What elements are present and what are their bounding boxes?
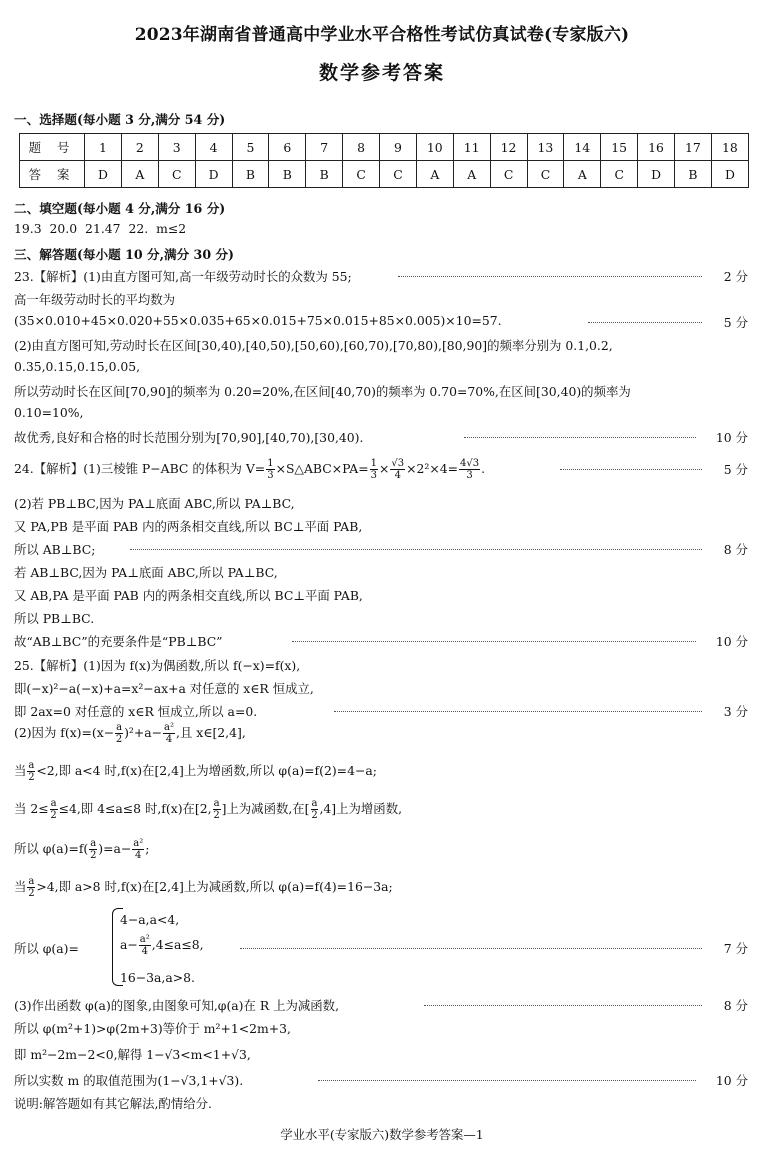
table-cell: 8	[343, 134, 380, 161]
table-cell: 15	[601, 134, 638, 161]
table-cell: B	[306, 161, 343, 188]
answer-line	[0, 428, 764, 450]
fraction-numerator: a	[213, 798, 220, 809]
line-text-part: )²+a−	[124, 725, 163, 740]
line-text: 所以 AB⊥BC;	[14, 542, 96, 557]
fill-in-answers: 19.3 20.0 21.47 22. m≤2	[14, 221, 187, 236]
fraction-denominator: 3	[370, 470, 378, 481]
line-text: 即 2ax=0 对任意的 x∈R 恒成立,所以 a=0.	[14, 704, 258, 719]
table-cell: 13	[527, 134, 564, 161]
score-label: 5 分	[723, 315, 748, 330]
line-text: 0.35,0.15,0.15,0.05,	[14, 359, 141, 374]
question-number-row	[20, 134, 749, 161]
line-text: (2)若 PB⊥BC,因为 PA⊥底面 ABC,所以 PA⊥BC,	[14, 496, 295, 511]
answer-line	[0, 586, 764, 608]
line-text-part: ,4]上为增函数,	[319, 801, 403, 816]
answer-line	[0, 458, 764, 488]
leader-dots	[292, 641, 696, 642]
answer-line	[0, 405, 764, 427]
answer-line	[0, 838, 764, 868]
row-label-number: 题 号	[20, 134, 85, 161]
line-text: 又 PA,PB 是平面 PAB 内的两条相交直线,所以 BC⊥平面 PAB,	[14, 519, 363, 534]
line-text: (35×0.010+45×0.020+55×0.035+65×0.015+75×0.015+85×0.005)×10=57.	[14, 313, 502, 328]
table-cell: D	[638, 161, 675, 188]
table-cell: 10	[416, 134, 453, 161]
answer-line	[0, 290, 764, 312]
line-text: 所以实数 m 的取值范围为(1−√3,1+√3).	[14, 1073, 244, 1088]
line-text: 高一年级劳动时长的平均数为	[14, 292, 176, 307]
section-3-heading: 三、解答题(每小题 10 分,满分 30 分)	[14, 247, 235, 262]
fraction	[132, 838, 144, 861]
line-text-part: ×S△ABC×PA=	[275, 461, 369, 476]
score-label: 8 分	[723, 998, 748, 1013]
leader-dots	[560, 469, 702, 470]
line-text: 即(−x)²−a(−x)+a=x²−ax+a 对任意的 x∈R 恒成立,	[14, 681, 314, 696]
line-text: 所以 φ(m²+1)>φ(2m+3)等价于 m²+1<2m+3,	[14, 1021, 291, 1036]
score-label: 5 分	[723, 462, 748, 477]
fraction	[370, 458, 378, 481]
table-cell: 3	[158, 134, 195, 161]
fraction	[390, 458, 405, 481]
piecewise-case-1: 4−a,a<4,	[120, 912, 180, 927]
fraction	[213, 798, 221, 821]
fraction-denominator: 2	[115, 734, 123, 745]
fraction-numerator: a	[50, 798, 57, 809]
fraction-numerator: 4√3	[460, 458, 480, 469]
table-cell: 14	[564, 134, 601, 161]
line-text: 故“AB⊥BC”的充要条件是“PB⊥BC”	[14, 634, 223, 649]
fraction-numerator: a	[28, 760, 35, 771]
line-text: 23.【解析】(1)由直方图可知,高一年级劳动时长的众数为 55;	[14, 269, 352, 284]
leader-dots	[334, 711, 702, 712]
leader-dots	[240, 948, 702, 949]
fraction-denominator: 2	[28, 772, 35, 783]
answer-line	[0, 494, 764, 516]
line-text-part: ,4≤a≤8,	[151, 937, 204, 952]
answer-line	[0, 1071, 764, 1093]
answer-line	[0, 760, 764, 790]
table-cell: C	[490, 161, 527, 188]
score-label: 10 分	[715, 430, 748, 445]
answer-line	[0, 798, 764, 828]
score-label: 8 分	[723, 542, 748, 557]
fraction-denominator: 4	[394, 470, 401, 481]
table-cell: C	[380, 161, 417, 188]
line-text: 24.【解析】(1)三棱锥 P−ABC 的体积为 V= $\frac{1}{3}$ ×S△ABC×PA= $\frac{1}{3}$ × $\frac{√3}{4}$ ×2²×4= $\frac{4√3}{3}$ .	[14, 458, 486, 481]
line-text-part: 当 2≤	[14, 801, 49, 816]
leader-dots	[424, 1005, 702, 1006]
fraction-denominator: 2	[50, 810, 57, 821]
line-text-part: 24.【解析】(1)三棱锥 P−ABC 的体积为 V=	[14, 461, 266, 476]
line-text-part: 当	[14, 763, 27, 778]
line-text-part: )=a−	[98, 841, 132, 856]
table-cell: B	[675, 161, 712, 188]
table-cell: 5	[232, 134, 269, 161]
fraction-numerator: a²	[133, 838, 144, 849]
line-text-part: <2,即 a<4 时,f(x)在[2,4]上为增函数,所以 φ(a)=f(2)=4−a;	[36, 763, 377, 778]
line-text-part: a−	[120, 937, 138, 952]
line-text: 故优秀,良好和合格的时长范围分别为[70,90],[40,70),[30,40).	[14, 430, 364, 445]
score-label: 3 分	[723, 704, 748, 719]
line-text: 0.10=10%,	[14, 405, 84, 420]
row-label-answer: 答 案	[20, 161, 85, 188]
fraction	[311, 798, 319, 821]
answer-line	[0, 267, 764, 289]
table-cell: 9	[380, 134, 417, 161]
line-text: 25.【解析】(1)因为 f(x)为偶函数,所以 f(−x)=f(x),	[14, 658, 301, 673]
answer-line	[0, 540, 764, 562]
table-cell: C	[343, 161, 380, 188]
answer-line	[0, 1045, 764, 1067]
fraction	[27, 760, 35, 783]
line-text-part: 当	[14, 879, 27, 894]
score-label: 10 分	[715, 1073, 748, 1088]
table-cell: 6	[269, 134, 306, 161]
line-text-part: ×2²×4=	[406, 461, 459, 476]
line-text: 若 AB⊥BC,因为 PA⊥底面 ABC,所以 PA⊥BC,	[14, 565, 278, 580]
table-cell: 16	[638, 134, 675, 161]
leader-dots	[398, 276, 702, 277]
page-subtitle: 数学参考答案	[318, 62, 445, 84]
table-cell: A	[121, 161, 158, 188]
leader-dots	[318, 1080, 696, 1081]
answer-line	[0, 517, 764, 539]
fraction-denominator: 4	[165, 734, 173, 745]
line-text: 所以 PB⊥BC.	[14, 611, 95, 626]
answer-line	[0, 359, 764, 381]
piecewise-case-3: 16−3a,a>8.	[120, 970, 195, 985]
fraction-numerator: 1	[370, 458, 378, 469]
table-cell: D	[85, 161, 122, 188]
fraction	[115, 722, 123, 745]
leader-dots	[464, 437, 696, 438]
line-text	[14, 722, 246, 745]
table-cell: 18	[711, 134, 748, 161]
note-text: 说明:解答题如有其它解法,酌情给分.	[14, 1096, 212, 1111]
table-cell: D	[195, 161, 232, 188]
answer-line	[0, 313, 764, 335]
answer-line	[0, 632, 764, 654]
fraction-denominator: 2	[311, 810, 318, 821]
fraction-denominator: 2	[28, 888, 35, 899]
line-text	[14, 760, 377, 783]
line-text: (2)由直方图可知,劳动时长在区间[30,40),[40,50),[50,60),[60,70),[70,80),[80,90]的频率分别为 0.1,0.2,	[14, 338, 613, 353]
leader-dots	[130, 549, 702, 550]
page-title: 2023年湖南省普通高中学业水平合格性考试仿真试卷(专家版六)	[134, 25, 630, 45]
fraction-numerator: a²	[139, 934, 150, 945]
fraction-denominator: 3	[267, 470, 274, 481]
table-cell: D	[711, 161, 748, 188]
piecewise-case-2	[120, 934, 204, 957]
line-text: 所以劳动时长在区间[70,90]的频率为 0.20=20%,在区间[40,70)的频率为 0.70=70%,在区间[30,40)的频率为	[14, 384, 631, 399]
table-cell: 7	[306, 134, 343, 161]
answer-line	[0, 722, 764, 752]
line-text	[14, 798, 402, 821]
table-cell: A	[416, 161, 453, 188]
answer-row	[20, 161, 749, 188]
fraction	[27, 876, 35, 899]
table-cell: B	[269, 161, 306, 188]
line-text: 又 AB,PA 是平面 PAB 内的两条相交直线,所以 BC⊥平面 PAB,	[14, 588, 363, 603]
answer-line	[0, 876, 764, 906]
line-text	[14, 876, 393, 899]
line-text-part: 所以 φ(a)=f(	[14, 841, 89, 856]
fraction	[50, 798, 58, 821]
fraction-numerator: a	[311, 798, 318, 809]
line-text-part: ≤4,即 4≤a≤8 时,f(x)在[2,	[58, 801, 212, 816]
fraction-numerator: 1	[267, 458, 274, 469]
fraction-denominator: 2	[90, 850, 97, 861]
answer-line	[0, 609, 764, 631]
answer-line	[0, 336, 764, 358]
fraction-numerator: a	[116, 722, 123, 733]
fraction-numerator: a	[28, 876, 35, 887]
fraction-denominator: 3	[466, 470, 473, 481]
score-label: 2 分	[723, 269, 748, 284]
line-text: (3)作出函数 φ(a)的图象,由图象可知,φ(a)在 R 上为减函数,	[14, 998, 340, 1013]
table-cell: A	[453, 161, 490, 188]
fraction	[266, 458, 274, 481]
answer-line	[0, 996, 764, 1018]
fraction-denominator: 2	[213, 810, 220, 821]
answer-line	[0, 656, 764, 678]
choice-answer-table	[19, 133, 749, 188]
section-2-heading: 二、填空题(每小题 4 分,满分 16 分)	[14, 201, 226, 216]
answer-line	[0, 679, 764, 701]
answer-line	[0, 1094, 764, 1116]
fraction	[163, 722, 175, 745]
line-text	[14, 838, 149, 861]
table-cell: 2	[121, 134, 158, 161]
line-text-part: (2)因为 f(x)=(x−	[14, 725, 115, 740]
table-cell: 11	[453, 134, 490, 161]
fraction-numerator: a	[90, 838, 97, 849]
answer-line	[0, 1019, 764, 1041]
fraction-numerator: √3	[391, 458, 405, 469]
fraction-denominator: 4	[141, 946, 148, 957]
table-cell: C	[527, 161, 564, 188]
page-footer: 学业水平(专家版六)数学参考答案—1	[280, 1127, 484, 1142]
table-cell: A	[564, 161, 601, 188]
line-text-part: ,且 x∈[2,4],	[176, 725, 246, 740]
fraction-denominator: 4	[135, 850, 142, 861]
line-text-part: ;	[145, 841, 150, 856]
table-cell: 17	[675, 134, 712, 161]
score-label: 7 分	[723, 941, 748, 956]
table-cell: B	[232, 161, 269, 188]
line-text: 即 m²−2m−2<0,解得 1−√3<m<1+√3,	[14, 1047, 251, 1062]
score-label: 10 分	[715, 634, 748, 649]
fraction-numerator: a²	[164, 722, 175, 733]
fraction	[139, 934, 151, 957]
line-text-part: >4,即 a>8 时,f(x)在[2,4]上为减函数,所以 φ(a)=f(4)=16−3a;	[36, 879, 393, 894]
table-cell: C	[158, 161, 195, 188]
fraction	[89, 838, 97, 861]
answer-line	[0, 563, 764, 585]
leader-dots	[588, 322, 702, 323]
answer-line	[0, 702, 764, 724]
fraction	[459, 458, 480, 481]
line-text-part: ]上为减函数,在[	[221, 801, 310, 816]
table-cell: 1	[85, 134, 122, 161]
table-cell: 12	[490, 134, 527, 161]
section-1-heading: 一、选择题(每小题 3 分,满分 54 分)	[14, 112, 226, 127]
table-cell: 4	[195, 134, 232, 161]
table-cell: C	[601, 161, 638, 188]
answer-line	[0, 382, 764, 404]
line-text: 所以 φ(a)=	[14, 941, 79, 956]
